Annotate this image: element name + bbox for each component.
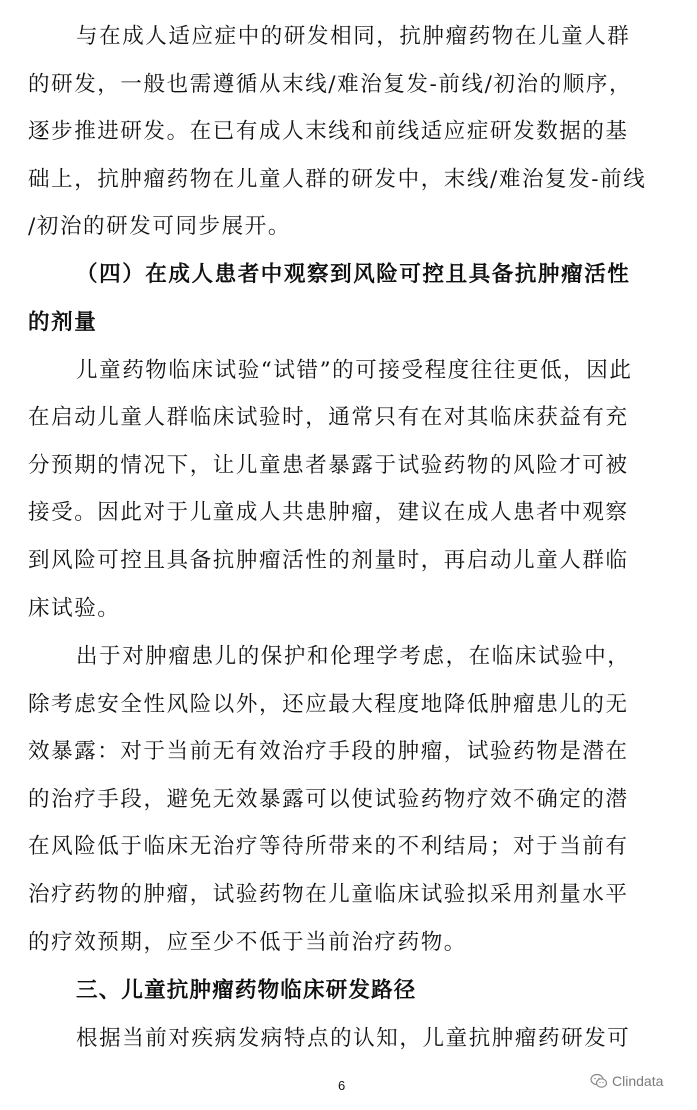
paragraph-2-line-4: 接受。因此对于儿童成人共患肿瘤，建议在成人患者中观察 — [28, 500, 629, 525]
watermark-text: Clindata — [612, 1073, 664, 1089]
paragraph-2-line-5: 到风险可控且具备抗肿瘤活性的剂量时，再启动儿童人群临 — [28, 548, 629, 573]
subsection-heading-line-1: （四）在成人患者中观察到风险可控且具备抗肿瘤活性 — [76, 262, 631, 287]
paragraph-2-line-3: 分预期的情况下，让儿童患者暴露于试验药物的风险才可被 — [28, 453, 629, 478]
paragraph-1-line-3: 逐步推进研发。在已有成人末线和前线适应症研发数据的基 — [28, 119, 629, 144]
section-heading: 三、儿童抗肿瘤药物临床研发路径 — [76, 978, 417, 1003]
paragraph-1-line-5: /初治的研发可同步展开。 — [28, 214, 291, 239]
subsection-heading-line-2: 的剂量 — [28, 310, 98, 335]
page-number: 6 — [338, 1078, 346, 1093]
paragraph-1-line-4: 础上，抗肿瘤药物在儿童人群的研发中，末线/难治复发-前线 — [28, 167, 647, 192]
paragraph-2-line-6: 床试验。 — [28, 596, 121, 621]
paragraph-3-line-6: 治疗药物的肿瘤，试验药物在儿童临床试验拟采用剂量水平 — [28, 882, 629, 907]
paragraph-3-line-2: 除考虑安全性风险以外，还应最大程度地降低肿瘤患儿的无 — [28, 692, 629, 717]
paragraph-2-line-1: 儿童药物临床试验“试错”的可接受程度往往更低，因此 — [76, 358, 633, 383]
paragraph-1-line-1: 与在成人适应症中的研发相同，抗肿瘤药物在儿童人群 — [76, 24, 631, 49]
watermark — [590, 1073, 663, 1089]
paragraph-3-line-4: 的治疗手段，避免无效暴露可以使试验药物疗效不确定的潜 — [28, 787, 629, 812]
paragraph-3-line-3: 效暴露：对于当前无有效治疗手段的肿瘤，试验药物是潜在 — [28, 739, 629, 764]
paragraph-4-line-1: 根据当前对疾病发病特点的认知，儿童抗肿瘤药研发可 — [76, 1026, 631, 1051]
paragraph-3-line-7: 的疗效预期，应至少不低于当前治疗药物。 — [28, 930, 467, 955]
paragraph-2-line-2: 在启动儿童人群临床试验时，通常只有在对其临床获益有充 — [28, 405, 629, 430]
paragraph-3-line-5: 在风险低于临床无治疗等待所带来的不利结局；对于当前有 — [28, 834, 629, 859]
wechat-icon — [590, 1073, 608, 1089]
paragraph-1-line-2: 的研发，一般也需遵循从末线/难治复发-前线/初治的顺序， — [28, 72, 633, 97]
paragraph-3-line-1: 出于对肿瘤患儿的保护和伦理学考虑，在临床试验中， — [76, 644, 631, 669]
